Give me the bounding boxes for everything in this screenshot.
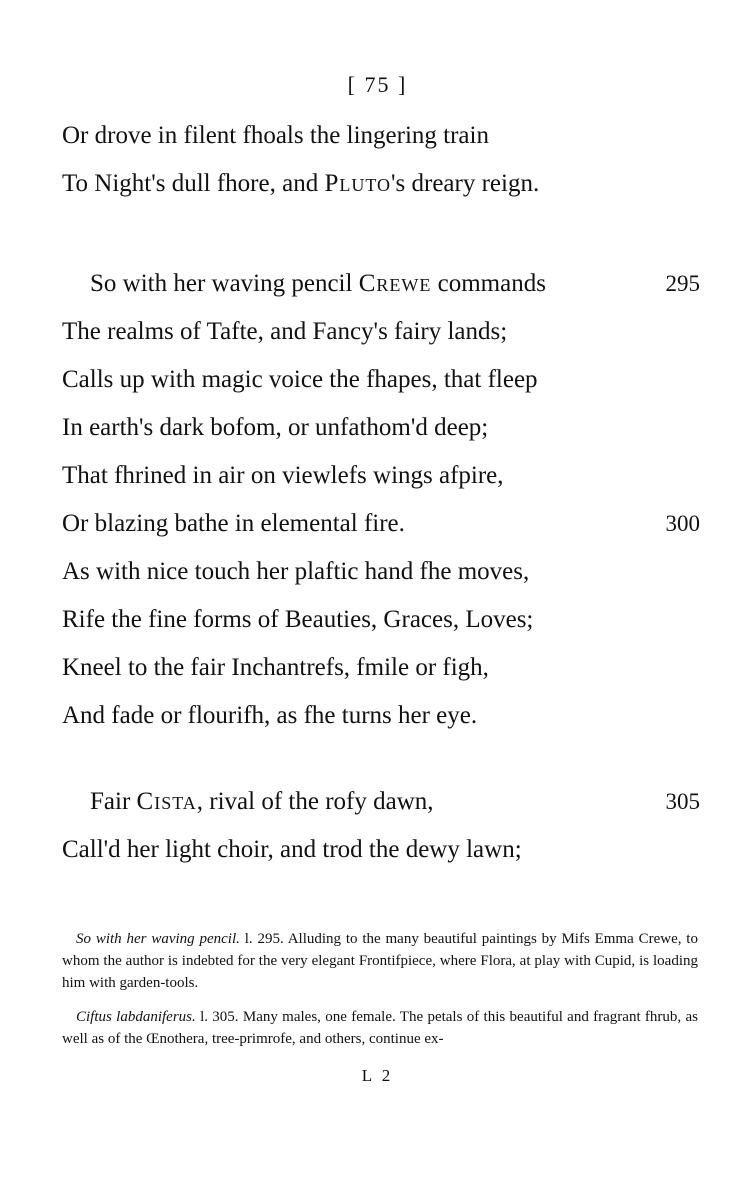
- verse-line-text: In earth's dark bofom, or unfathom'd deep;: [62, 414, 489, 441]
- signature-mark: L 2: [361, 1066, 394, 1085]
- footnote-reference: So with her waving pencil.: [76, 931, 240, 947]
- verse-line-text: Kneel to the fair Inchantrefs, fmile or figh,: [62, 654, 489, 681]
- footnote: [62, 1006, 698, 1050]
- verse-line-text: So with her waving pencil: [90, 270, 359, 297]
- verse-line: [62, 500, 712, 548]
- verse-line: [62, 548, 712, 596]
- verse-line: [62, 692, 712, 740]
- verse-line-text: Call'd her light choir, and trod the dewy lawn;: [62, 836, 522, 863]
- verse-line-text: Rife the fine forms of Beauties, Graces, Loves;: [62, 606, 534, 633]
- verse-line-text: The realms of Tafte, and Fancy's fairy lands;: [62, 318, 508, 345]
- verse-line-text: Or blazing bathe in elemental fire.: [62, 510, 405, 537]
- verse-line: [62, 404, 712, 452]
- footnote-text: l. 295. Alluding to the many beautiful paintings by Mifs Emma Crewe, to whom the author is indebted for the very elegant Frontifpiece, where Flora, at play with Cupid, is loading him with garden-tools.: [62, 931, 698, 991]
- verse-line-text: , rival of the rofy dawn,: [196, 788, 434, 815]
- verse-stanza-1: [62, 112, 712, 208]
- verse-line: [62, 112, 712, 160]
- verse-line-text: As with nice touch her plaftic hand fhe moves,: [62, 558, 530, 585]
- verse-line-text: commands: [431, 270, 546, 297]
- verse-line: [62, 596, 712, 644]
- verse-line-text: Or drove in filent fhoals the lingering train: [62, 122, 489, 149]
- verse-line: [62, 260, 712, 308]
- small-caps-name: Pluto: [324, 170, 392, 197]
- footnote: [62, 928, 698, 994]
- verse-line: [62, 826, 712, 874]
- verse-line: [62, 308, 712, 356]
- verse-line-text: That fhrined in air on viewlefs wings afpire,: [62, 462, 504, 489]
- verse-line-text: And fade or flourifh, as fhe turns her eye.: [62, 702, 478, 729]
- page-number-header: [ 75 ]: [347, 72, 408, 97]
- verse-line-text: Calls up with magic voice the fhapes, that fleep: [62, 366, 538, 393]
- verse-line: [62, 452, 712, 500]
- footnotes: [62, 928, 698, 1062]
- small-caps-name: Crewe: [358, 270, 432, 297]
- verse-line-text: Fair: [90, 788, 137, 815]
- verse-line: [62, 778, 712, 826]
- line-number: 300: [665, 511, 700, 536]
- small-caps-name: Cista: [136, 788, 197, 815]
- verse-line: [62, 160, 712, 208]
- verse-line: [62, 644, 712, 692]
- line-number: 305: [665, 789, 700, 814]
- verse-line-text: 's dreary reign.: [391, 170, 540, 197]
- footnote-reference: Ciftus labdaniferus.: [76, 1009, 196, 1025]
- line-number: 295: [665, 271, 700, 296]
- verse-stanza-3: [62, 778, 712, 874]
- verse-stanza-2: [62, 260, 712, 740]
- footnote-text: l. 305. Many males, one female. The petals of this beautiful and fragrant fhrub, as well as of the Œnothera, tree-primrofe, and others, continue ex-: [62, 1009, 698, 1047]
- verse-line: [62, 356, 712, 404]
- verse-line-text: To Night's dull fhore, and: [62, 170, 325, 197]
